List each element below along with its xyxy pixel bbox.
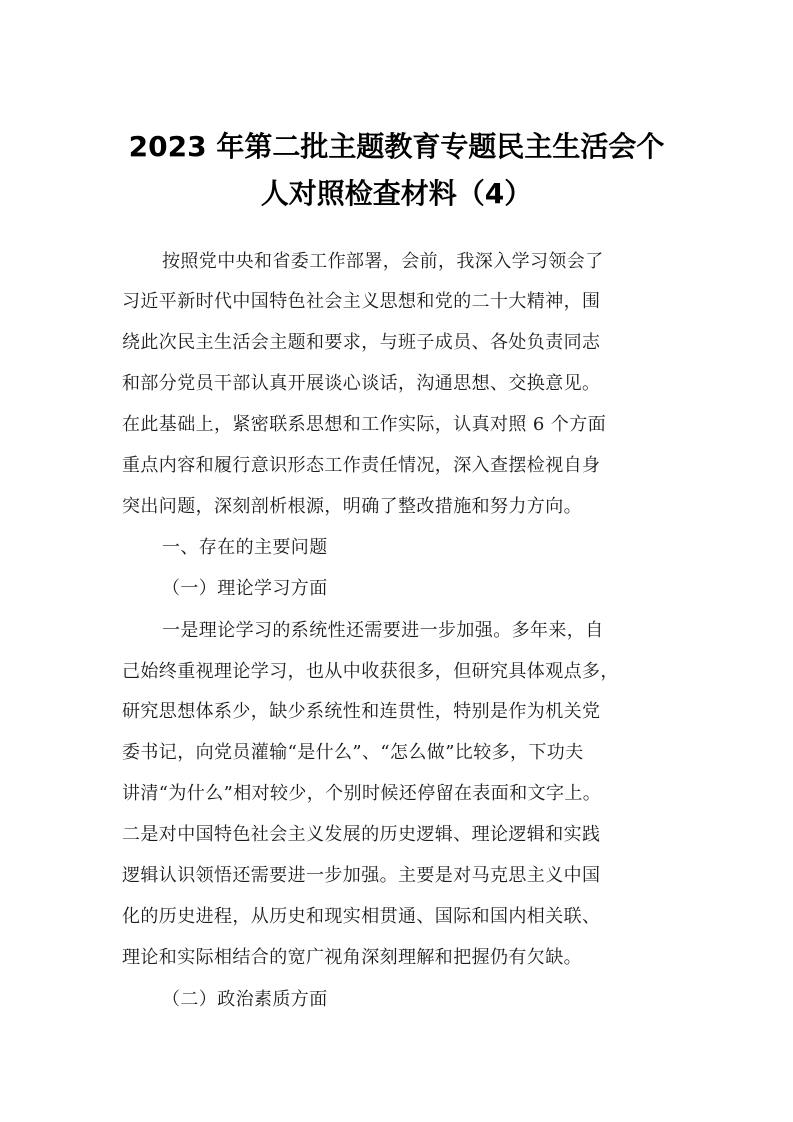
document-title-line-1: 2023 年第二批主题教育专题民主生活会个	[128, 130, 665, 163]
paragraph-line: 逻辑认识领悟还需要进一步加强。主要是对马克思主义中国	[122, 865, 601, 886]
paragraph-line: 化的历史进程，从历史和现实相贯通、国际和国内相关联、	[122, 906, 601, 927]
paragraph-line: 讲清“为什么”相对较少，个别时候还停留在表面和文字上。	[122, 783, 602, 804]
section-heading: 一、存在的主要问题	[162, 537, 328, 558]
paragraph-line: 绕此次民主生活会主题和要求，与班子成员、各处负责同志	[122, 332, 601, 353]
paragraph-line: 研究思想体系少，缺少系统性和连贯性，特别是作为机关党	[122, 701, 601, 722]
subsection-heading: （二）政治素质方面	[162, 989, 328, 1010]
paragraph-line: 己始终重视理论学习，也从中收获很多，但研究具体观点多，	[122, 661, 619, 682]
paragraph-line: 习近平新时代中国特色社会主义思想和党的二十大精神，围	[122, 291, 601, 312]
paragraph-line: 二是对中国特色社会主义发展的历史逻辑、理论逻辑和实践	[122, 824, 601, 845]
paragraph-line: 理论和实际相结合的宽广视角深刻理解和把握仍有欠缺。	[122, 947, 582, 968]
paragraph-line: 和部分党员干部认真开展谈心谈话，沟通思想、交换意见。	[122, 373, 601, 394]
document-title-line-2: 人对照检查材料（4）	[260, 177, 533, 210]
paragraph-line: 按照党中央和省委工作部署，会前，我深入学习领会了	[162, 251, 604, 272]
paragraph-line: 委书记，向党员灌输“是什么”、“怎么做”比较多，下功夫	[122, 742, 584, 763]
paragraph-line: 突出问题，深刻剖析根源，明确了整改措施和努力方向。	[122, 496, 582, 517]
paragraph-line: 在此基础上，紧密联系思想和工作实际，认真对照 6 个方面	[122, 414, 607, 435]
paragraph-line: 重点内容和履行意识形态工作责任情况，深入查摆检视自身	[122, 455, 601, 476]
paragraph-line: 一是理论学习的系统性还需要进一步加强。多年来，自	[162, 620, 604, 641]
subsection-heading: （一）理论学习方面	[162, 578, 328, 599]
